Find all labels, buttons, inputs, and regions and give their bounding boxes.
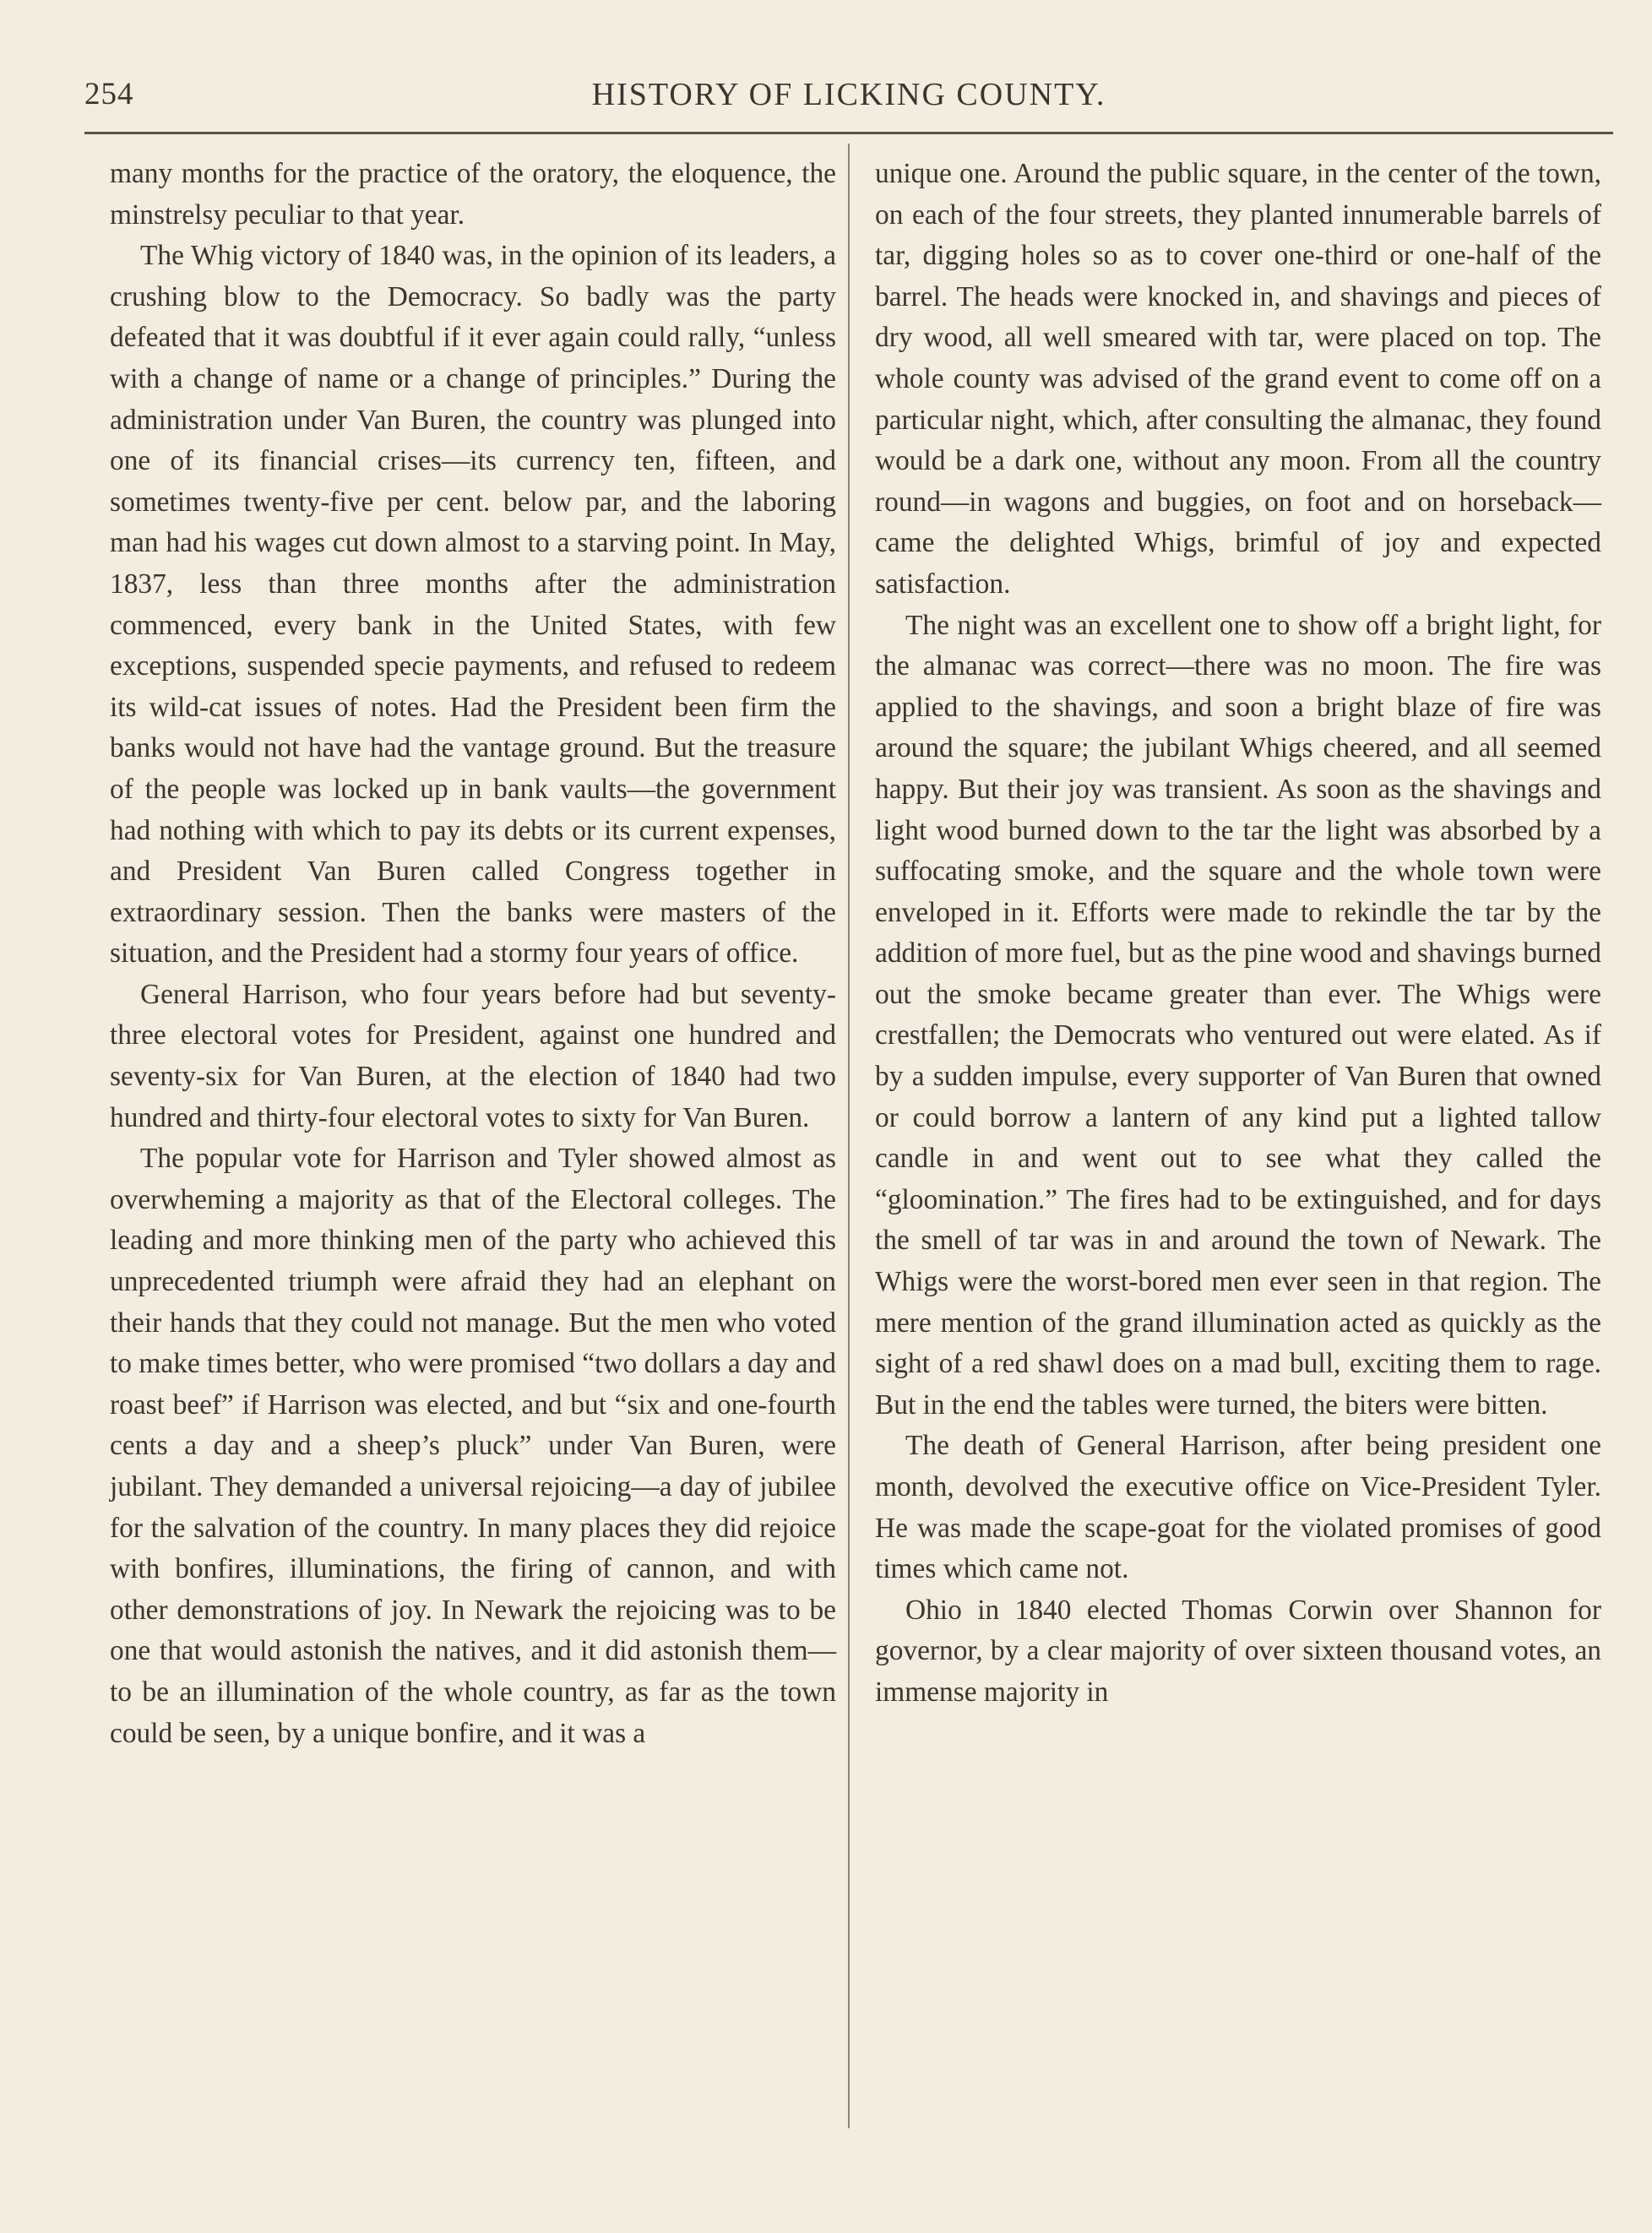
paragraph: Ohio in 1840 elected Thomas Corwin over Shannon for governor, by a clear majority of over sixteen thousand votes, an immense majority in — [875, 1594, 1601, 1708]
header-rule — [84, 132, 1613, 134]
page-number: 254 — [84, 77, 134, 111]
left-column — [110, 154, 836, 1754]
paragraph: The death of General Harrison, after being president one month, devolved the executive office on Vice-President Tyler. He was made the scape-goat for the violated promises of good times which came not. — [875, 1430, 1601, 1585]
paragraph: The Whig victory of 1840 was, in the opinion of its leaders, a crushing blow to the Democracy. So badly was the party defeated that it was doubtful if it ever again could rally, “unless with a change of name or a change of principles.” During the administration under Van Buren, the country was plunged into one of its financial crises—its currency ten, fifteen, and sometimes twenty-five per cent. below par, and the laboring man had his wages cut down almost to a starving point. In May, 1837, less than three months after the administration commenced, every bank in the United States, with few exceptions, suspended specie payments, and refused to redeem its wild-cat issues of notes. Had the President been firm the banks would not have had the vantage ground. But the treasure of the people was locked up in bank vaults—the government had nothing with which to pay its debts or its current expenses, and President Van Buren called Congress together in extraordinary session. Then the banks were masters of the situation, and the President had a stormy four years of office. — [110, 240, 836, 970]
paragraph: The night was an excellent one to show off a bright light, for the almanac was correct—there was no moon. The fire was applied to the shavings, and soon a bright blaze of fire was around the square; the jubilant Whigs cheered, and all seemed happy. But their joy was transient. As soon as the shavings and light wood burned down to the tar the light was absorbed by a suffocating smoke, and the square and the whole town were enveloped in it. Efforts were made to rekindle the tar by the addition of more fuel, but as the pine wood and shavings burned out the smoke became greater than ever. The Whigs were crestfallen; the Democrats who ventured out were elated. As if by a sudden impulse, every supporter of Van Buren that owned or could borrow a lantern of any kind put a lighted tallow candle in and went out to see what they called the “gloomination.” The fires had to be extinguished, and for days the smell of tar was in and around the town of Newark. The Whigs were the worst-bored men ever seen in that region. The mere mention of the grand illumination acted as quickly as the sight of a red shawl does on a mad bull, exciting them to rage. But in the end the tables were turned, the biters were bitten. — [875, 609, 1601, 1421]
right-column — [875, 154, 1601, 1714]
paragraph: General Harrison, who four years before had but seventy-three electoral votes for President, against one hundred and seventy-six for Van Buren, at the election of 1840 had two hundred and thirty-four electoral votes to sixty for Van Buren. — [110, 978, 836, 1133]
running-title: HISTORY OF LICKING COUNTY. — [591, 77, 1106, 112]
paragraph: many months for the practice of the oratory, the eloquence, the minstrelsy peculiar to that year. — [110, 158, 836, 231]
column-divider — [848, 144, 850, 2128]
page-header — [84, 69, 1613, 120]
paragraph: The popular vote for Harrison and Tyler showed almost as overwheming a majority as that of the Electoral colleges. The leading and more thinking men of the party who achieved this unprecedented triumph were afraid they had an elephant on their hands that they could not manage. But the men who voted to make times better, who were promised “two dollars a day and roast beef” if Harrison was elected, and but “six and one-fourth cents a day and a sheep’s pluck” under Van Buren, were jubilant. They demanded a universal rejoicing—a day of jubilee for the salvation of the country. In many places they did rejoice with bonfires, illuminations, the firing of cannon, and with other demonstrations of joy. In Newark the rejoicing was to be one that would astonish the natives, and it did astonish them—to be an illumination of the whole country, as far as the town could be seen, by a unique bonfire, and it was a — [110, 1143, 836, 1749]
paragraph: unique one. Around the public square, in the center of the town, on each of the four streets, they planted innumerable barrels of tar, digging holes so as to cover one-third or one-half of the barrel. The heads were knocked in, and shavings and pieces of dry wood, all well smeared with tar, were placed on top. The whole county was advised of the grand event to come off on a particular night, which, after consulting the almanac, they found would be a dark one, without any moon. From all the country round—in wagons and buggies, on foot and on horseback—came the delighted Whigs, brimful of joy and expected satisfaction. — [875, 158, 1601, 600]
